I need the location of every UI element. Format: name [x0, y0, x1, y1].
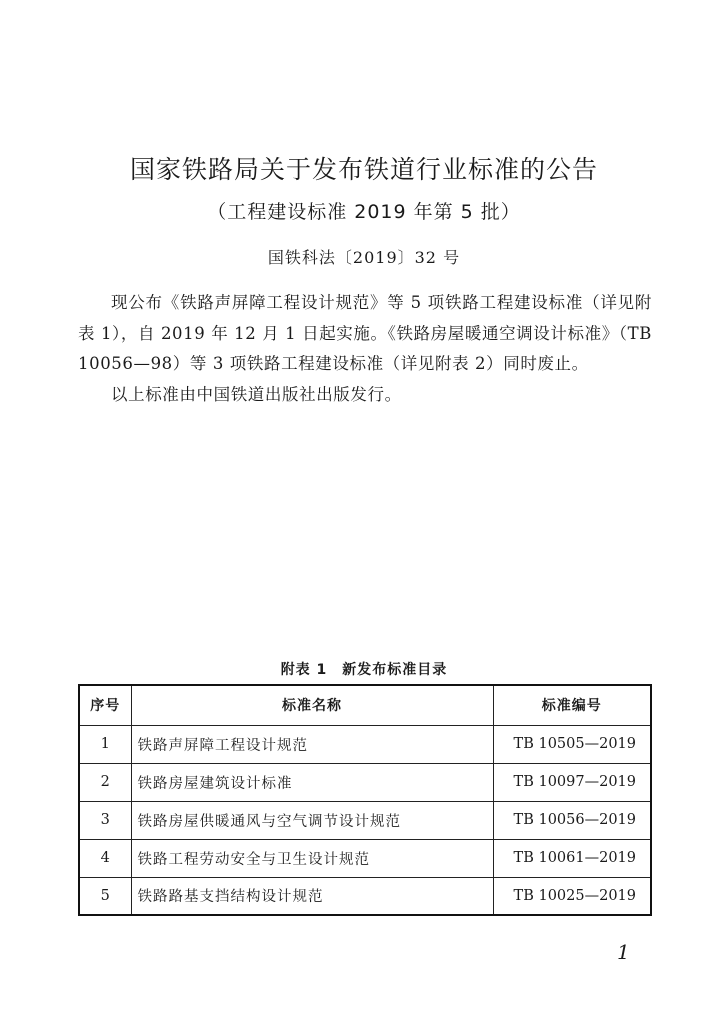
- announcement-title: 国家铁路局关于发布铁道行业标准的公告: [129, 155, 598, 184]
- body-paragraph: 现公布《铁路声屏障工程设计规范》等 5 项铁路工程建设标准（详见附表 1），自 2019 年 12 月 1 日起实施。《铁路房屋暖通空调设计标准》（TB 10056—98）等 3 项铁路工程建设标准（详见附表 2）同时废止。: [78, 293, 652, 373]
- row-standard-code: TB 10097—2019: [493, 763, 651, 801]
- table-row: [79, 725, 651, 763]
- table-caption: 附表 1 新发布标准目录: [280, 662, 448, 678]
- column-header-name: 标准名称: [131, 685, 493, 725]
- row-index: 1: [79, 725, 131, 763]
- row-standard-name: 铁路声屏障工程设计规范: [131, 725, 493, 763]
- row-standard-code: TB 10025—2019: [493, 877, 651, 915]
- announcement-subtitle: （工程建设标准 2019 年第 5 批）: [207, 201, 521, 223]
- row-standard-code: TB 10061—2019: [493, 839, 651, 877]
- row-index: 2: [79, 763, 131, 801]
- table-row: [79, 877, 651, 915]
- row-standard-code: TB 10505—2019: [493, 725, 651, 763]
- row-standard-code: TB 10056—2019: [493, 801, 651, 839]
- standards-table: [78, 684, 652, 916]
- table-row: [79, 763, 651, 801]
- table-header-row: [79, 685, 651, 725]
- row-standard-name: 铁路房屋建筑设计标准: [131, 763, 493, 801]
- table-row: [79, 839, 651, 877]
- body-paragraph: 以上标准由中国铁道出版社出版发行。: [111, 384, 402, 404]
- row-standard-name: 铁路路基支挡结构设计规范: [131, 877, 493, 915]
- row-index: 5: [79, 877, 131, 915]
- row-standard-name: 铁路房屋供暖通风与空气调节设计规范: [131, 801, 493, 839]
- page-number: 1: [617, 940, 630, 964]
- column-header-code: 标准编号: [493, 685, 651, 725]
- row-index: 3: [79, 801, 131, 839]
- column-header-index: 序号: [79, 685, 131, 725]
- row-standard-name: 铁路工程劳动安全与卫生设计规范: [131, 839, 493, 877]
- announcement-body: [78, 288, 652, 410]
- table-row: [79, 801, 651, 839]
- row-index: 4: [79, 839, 131, 877]
- document-number: 国铁科法〔2019〕32 号: [267, 248, 461, 267]
